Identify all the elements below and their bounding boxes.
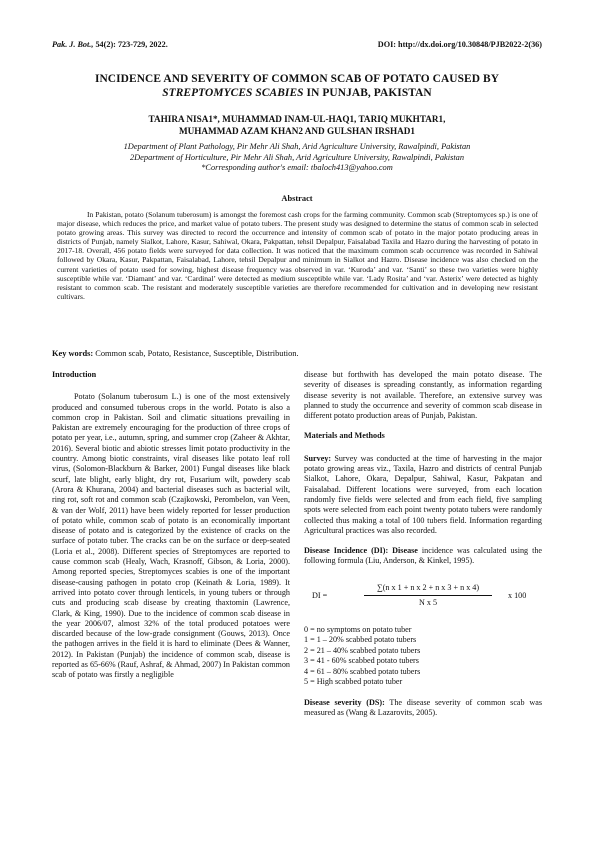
disease-rating-scale — [304, 625, 542, 688]
introduction-heading: Introduction — [52, 370, 97, 379]
keywords — [52, 349, 542, 358]
disease-incidence-label: Disease Incidence (DI): Disease — [304, 546, 418, 556]
left-column — [52, 370, 290, 681]
disease-severity-paragraph — [304, 698, 542, 719]
title-line-2 — [40, 86, 554, 100]
corresponding-email: *Corresponding author's email: tbaloch413@yahoo.com — [201, 163, 393, 172]
survey-paragraph — [304, 454, 542, 536]
disease-incidence-paragraph — [304, 546, 542, 567]
survey-label: Survey: — [304, 453, 332, 463]
scale-item: 4 = 61 – 80% scabbed potato tubers — [304, 666, 421, 676]
abstract-heading: Abstract — [281, 194, 313, 203]
disease-incidence-text: incidence was calculated using the following formula (Liu, Anderson, & Kinkel, 1995). — [304, 546, 542, 566]
abstract-text: In Pakistan, potato (Solanum tuberosum) is amongst the foremost cash crops for the farming community. Common scab (Streptomyces sp.) is one of major disease, which reduces the price, and market value of potato tubers. The present study was designed to determine the status of common scab in selected potato growing areas. This survey was directed to record the occurrence and intensity of common scab of potato in the major potato producing areas in districts of Punjab, namely Sialkot, Lahore, Kasur, Sahiwal, Okara, Pakpattan, tehsil Depalpur, Faisalabad Taxila and Hazro during the harvesting of potato in 2017-18. Overall, 456 potato fields were surveyed for data collection. It was noticed that the maximum common scab occurrence was recorded in Sahiwal followed by Okara, Kasur, Pakpattan, Faisalabad, Lahore, tehsil Depalpur and minimum in Sialkot and Hazro. Disease incidence was also checked on the current varieties of potato used for sowing, highest disease frequency was observed in var. ‘Kuroda’ and var. ‘Santi’ so these two varieties were highly susceptible while var. ‘Diamant’ and var. ‘Cardinal’ were detected as medium susceptible while var. ‘Lady Rosita’ and ‘var. Asterix’ were detected as highly resistant to common scab. The resistant and moderately susceptible varieties are therefore recommended for cultivation and in developing new resistant cultivars. — [57, 210, 538, 301]
keywords-label: Key words: — [52, 349, 94, 358]
scale-item: 0 = no symptoms on potato tuber — [304, 624, 412, 634]
title-line-1: INCIDENCE AND SEVERITY OF COMMON SCAB OF POTATO CAUSED BY — [94, 73, 500, 85]
right-column — [304, 370, 542, 718]
formula-multiplier: x 100 — [508, 590, 527, 600]
disease-severity-label: Disease severity (DS): — [304, 697, 385, 707]
formula-lhs: DI = — [312, 590, 328, 600]
author-list — [40, 114, 554, 137]
disease-severity-text: The disease severity of common scab was measured as (Wang & Lazarovits, 2005). — [304, 697, 542, 718]
scale-item: 1 = 1 – 20% scabbed potato tubers — [304, 635, 417, 645]
journal-name: Pak. J. Bot., — [52, 40, 94, 49]
paper-title — [40, 72, 554, 100]
affiliations — [40, 142, 554, 174]
introduction-continued: disease but forthwith has developed the main potato disease. The severity of diseases is spreading constantly, as information regarding disease severity is not available. Therefore, an extensive survey was planned to study the occurrence and severity of common scab disease in different potato production areas of Punjab, Pakistan. — [304, 370, 542, 421]
volume-pages: 54(2): 723-729, 2022. — [93, 40, 168, 49]
introduction-text: Potato (Solanum tuberosum L.) is one of the most extensively produced and consumed tuberous crops in the world. Potato is also a common crop in Pakistan. Soil and climatic situations prevailing in Pakistan are extremely encouraging for the production of three crops of potato per year, i.e., autumn, spring, and summer crop (Zaheer & Akhtar, 2016). Several biotic and abiotic stresses limit potato productivity in the country. Among biotic constraints, viral diseases like potato leaf roll virus, (Solomon-Blackburn & Barker, 2001) Fungal diseases like black scurf, late blight, early blight, dry rot, Fusarium wilt, powdery scab (Arora & Khurana, 2004) and bacterial diseases such as bacterial wilt, ring rot, soft rot and common scab (Czajkowski, Perombelon, van Veen, & van der Wolf, 2011) have been widely reported for lesser production of potato while, common scab of potato is an economically important disease of potato and is categorized by the existence of cracks on the surface of potato tuber. The cracks can be on the surface or deep-seated (Loria et al., 2008). Different species of Streptomyces are reported to cause common scab (Healy, Wach, Krasnoff, Gibson, & Loria, 2000). Among reported species, Streptomyces scabies is one of the important disease-causing pathogen in potato crop (Keinath & Loria, 1989). It arrived into potato cover through lenticels, in young tubers or through cuts and producing scab disease by creating thaxtomin (Lawrence, Clark, & King, 1990). Due to the incidence of common scab disease in the year 2006/07, almost 32% of the total produced potatoes were discarded because of the low-grade consignment (Gouws, 2013). Once the pathogen arrives in the field it is hard to eliminate (Dees & Wanner, 2012). In Pakistan (Punjab) the incidence of common scab, disease is reported as 65-66% (Rauf, Ashraf, & Ahmad, 2007) In Pakistan common scab of potato was firstly a negligible — [52, 392, 290, 680]
formula-denominator: N x 5 — [418, 597, 438, 607]
methods-heading: Materials and Methods — [304, 431, 385, 441]
running-header — [52, 40, 542, 52]
title-line-2-rest: IN PUNJAB, PAKISTAN — [303, 87, 432, 99]
fraction-bar — [364, 595, 492, 596]
scale-item: 2 = 21 – 40% scabbed potato tubers — [304, 645, 421, 655]
disease-incidence-formula — [304, 577, 542, 617]
author-line-1: TAHIRA NISA1*, MUHAMMAD INAM-UL-HAQ1, TARIQ MUKHTAR1, — [148, 114, 446, 124]
affiliation-2: 2Department of Horticulture, Pir Mehr Ali Shah, Arid Agriculture University, Rawalpindi, Pakistan — [129, 152, 465, 162]
doi-link[interactable]: DOI: http://dx.doi.org/10.30848/PJB2022-2(36) — [377, 40, 542, 49]
title-species: STREPTOMYCES SCABIES — [162, 87, 304, 99]
survey-text: Survey was conducted at the time of harvesting in the major potato growing areas viz., Taxila, Hazro and districts of central Punjab Sialkot, Lahore, Okara, Depalpur, Sahiwal, Kasur, Pakpatan and Faisalabad. Different locations were surveyed, from each location randomly five fields were selected and from each field, five sampling spots were selected from each point twenty potato tubers were randomly collected thus making a total of 100 tubers field. Information regarding Agricultural practices was also recorded. — [304, 453, 542, 535]
author-line-2: MUHAMMAD AZAM KHAN2 AND GULSHAN IRSHAD1 — [178, 125, 416, 136]
keywords-text: Common scab, Potato, Resistance, Susceptible, Distribution. — [93, 349, 299, 358]
scale-item: 3 = 41 - 60% scabbed potato tubers — [304, 656, 419, 666]
journal-citation — [52, 40, 168, 49]
scale-item: 5 = High scabbed potato tuber — [304, 677, 403, 687]
formula-numerator: ∑(n x 1 + n x 2 + n x 3 + n x 4) — [376, 582, 480, 592]
affiliation-1: 1Department of Plant Pathology, Pir Mehr Ali Shah, Arid Agriculture University, Rawalpindi, Pakistan — [123, 142, 471, 151]
